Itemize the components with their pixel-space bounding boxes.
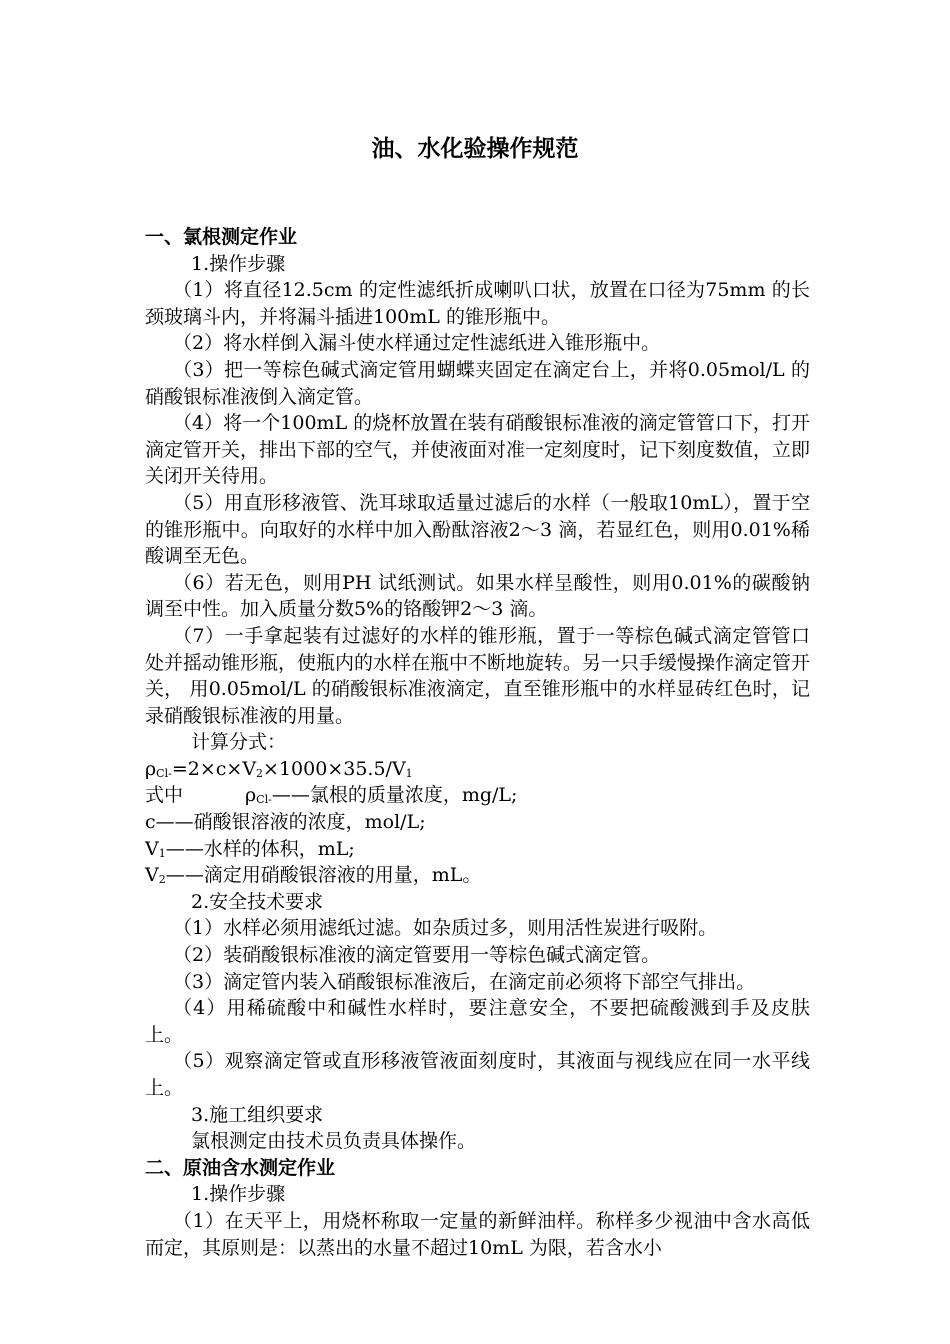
subheading-organization: 3.施工组织要求 (191, 1103, 324, 1126)
paragraph-step-3: （3）把一等棕色碱式滴定管用蝴蝶夹固定在滴定台上，并将0.05mol/L 的硝酸银标准液倒入滴定管。 (145, 358, 810, 408)
definition-rho: 式中 $\rho_{Cl-}——$氯根的质量浓度，mg/L; (145, 782, 810, 809)
where-label: 式中 (145, 784, 184, 807)
formula: $\rho_{Cl-}=2\times c\times V_2\times 1000\times 35.5/V_1$ (145, 757, 413, 780)
paragraph-step-7: （7）一手拿起装有过滤好的水样的锥形瓶，置于一等棕色碱式滴定管管口处并摇动锥形瓶，使瓶内的水样在瓶中不断地旋转。另一只手缓慢操作滴定管开关， 用0.05mol/L 的硝酸银标准液滴定，直至锥形瓶中的水样显砖红色时，记录硝酸银标准液的用量。 (145, 624, 811, 727)
section-heading-2: 二、原油含水测定作业 (145, 1156, 336, 1179)
safety-item-4: （4）用稀硫酸中和碱性水样时，要注意安全，不要把硫酸溅到手及皮肤上。 (145, 997, 810, 1046)
paragraph-step-1: （1）将直径12.5cm 的定性滤纸折成喇叭口状，放置在口径为75mm 的长颈玻璃斗内，并将漏斗插进100mL 的锥形瓶中。 (145, 279, 810, 328)
definition-v2: $V_2——$滴定用硝酸银溶液的用量，mL。 (145, 864, 482, 887)
paragraph-s2-step-1: （1）在天平上，用烧杯称取一定量的新鲜油样。称样多少视油中含水高低而定，其原则是：以蒸出的水量不超过10mL 为限，若含水小 (145, 1209, 810, 1259)
paragraph-step-4: （4）将一个100mL 的烧杯放置在装有硝酸银标准液的滴定管管口下，打开滴定管开关，排出下部的空气，并使液面对准一定刻度时，记下刻度数值，立即关闭开关待用。 (145, 412, 811, 488)
document-title: 油、水化验操作规范 (371, 135, 579, 162)
safety-item-3: （3）滴定管内装入硝酸银标准液后，在滴定前必须将下部空气排出。 (173, 970, 756, 993)
section-heading-1: 一、氯根测定作业 (145, 226, 298, 248)
calc-label: 计算分式： (191, 731, 287, 754)
subheading-steps-2: 1.操作步骤 (191, 1183, 286, 1206)
document-body (145, 224, 810, 1261)
paragraph-step-5: （5）用直形移液管、洗耳球取适量过滤后的水样（一般取10mL），置于空的锥形瓶中。向取好的水样中加入酚酞溶液2～3 滴，若显红色，则用0.01%稀酸调至无色。 (145, 491, 810, 568)
subheading-steps: 1.操作步骤 (191, 252, 286, 275)
subheading-safety: 2.安全技术要求 (191, 890, 324, 913)
definition-c: c——硝酸银溶液的浓度，mol/L; (145, 811, 426, 834)
safety-item-5: （5）观察滴定管或直形移液管液面刻度时，其液面与视线应在同一水平线上。 (145, 1050, 810, 1099)
safety-item-1: （1）水样必须用滤纸过滤。如杂质过多，则用活性炭进行吸附。 (173, 917, 718, 940)
paragraph-step-2: （2）将水样倒入漏斗使水样通过定性滤纸进入锥形瓶中。 (173, 332, 661, 355)
organization-text: 氯根测定由技术员负责具体操作。 (191, 1130, 477, 1153)
safety-item-2: （2）装硝酸银标准液的滴定管要用一等棕色碱式滴定管。 (173, 944, 661, 967)
paragraph-step-6: （6）若无色，则用PH 试纸测试。如果水样呈酸性，则用0.01%的碳酸钠调至中性。加入质量分数5%的铬酸钾2～3 滴。 (145, 571, 810, 621)
definition-v1: $V_1——$水样的体积，mL; (145, 837, 355, 860)
